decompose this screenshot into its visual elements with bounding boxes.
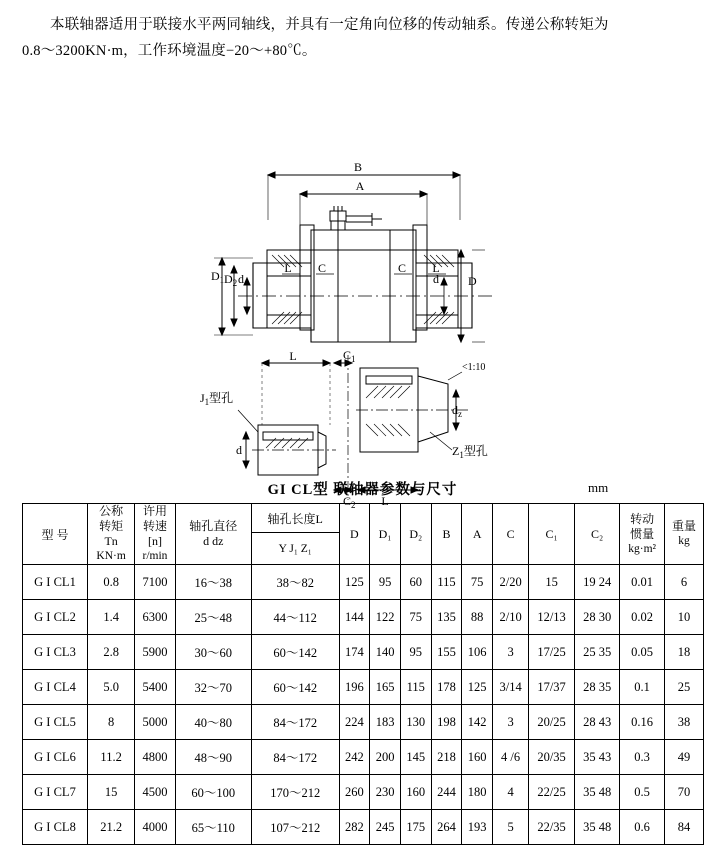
cell-bore-length: 84～172: [251, 740, 339, 775]
cell-C2: 35 48: [575, 810, 620, 845]
dim-label-D2: $D_2$: [224, 272, 238, 288]
cell-torque: 1.4: [88, 600, 135, 635]
cell-D2: 60: [400, 565, 431, 600]
cell-weight: 84: [664, 810, 703, 845]
cell-B: 115: [431, 565, 462, 600]
cell-bore-length: 60～142: [251, 670, 339, 705]
table-header-row-1: [23, 504, 704, 533]
table-row: [23, 600, 704, 635]
cell-B: 218: [431, 740, 462, 775]
dim-label-d-right: d: [433, 272, 439, 286]
table-unit-label: mm: [588, 480, 609, 495]
th-inertia: [620, 504, 665, 565]
th-weight-l2: kg: [678, 535, 690, 547]
th-speed-l2: 转速: [142, 519, 167, 533]
cell-D2: 95: [400, 635, 431, 670]
dim-label-C-right: C: [397, 261, 407, 275]
cell-B: 135: [431, 600, 462, 635]
th-C: C: [493, 504, 529, 565]
cell-speed: 4800: [135, 740, 175, 775]
cell-inertia: 0.5: [620, 775, 665, 810]
cell-D2: 145: [400, 740, 431, 775]
cell-bore-length: 44～112: [251, 600, 339, 635]
cell-A: 106: [462, 635, 493, 670]
th-speed-l1: 许用: [142, 504, 167, 518]
th-inertia-l2: 惯量: [630, 526, 655, 541]
th-D1: D₁: [370, 504, 401, 565]
intro-line-2: 0.8～3200KN·m，工作环境温度−20～+80℃。: [22, 43, 317, 59]
cell-weight: 25: [664, 670, 703, 705]
cell-B: 155: [431, 635, 462, 670]
cell-torque: 5.0: [88, 670, 135, 705]
cell-bore-length: 60～142: [251, 635, 339, 670]
dim-label-A: A: [355, 179, 365, 193]
label-J1-hole: $J_1$型孔: [200, 391, 234, 407]
cell-D1: 165: [370, 670, 401, 705]
th-D: D: [339, 504, 370, 565]
cell-bore-length: 107～212: [251, 810, 339, 845]
table-header: [23, 504, 704, 565]
cell-C: 2/20: [493, 565, 529, 600]
cell-A: 193: [462, 810, 493, 845]
cell-C1: 20/35: [529, 740, 575, 775]
th-torque-l2: 转矩: [99, 519, 124, 533]
dim-label-dz: $d_z$: [452, 403, 462, 419]
cell-D: 224: [339, 705, 370, 740]
cell-D2: 75: [400, 600, 431, 635]
cell-model: G I CL3: [23, 635, 88, 670]
cell-torque: 15: [88, 775, 135, 810]
cell-C1: 17/37: [529, 670, 575, 705]
table-row: [23, 810, 704, 845]
cell-D2: 160: [400, 775, 431, 810]
th-torque-l4: KN·m: [96, 550, 126, 562]
cell-D2: 130: [400, 705, 431, 740]
cell-weight: 49: [664, 740, 703, 775]
cell-torque: 21.2: [88, 810, 135, 845]
cell-inertia: 0.1: [620, 670, 665, 705]
cell-D2: 115: [400, 670, 431, 705]
cell-torque: 11.2: [88, 740, 135, 775]
cell-bore-diameter: 16～38: [175, 565, 251, 600]
cell-C2: 28 35: [575, 670, 620, 705]
cell-A: 180: [462, 775, 493, 810]
cell-D1: 245: [370, 810, 401, 845]
th-bore-diameter: [175, 504, 251, 565]
cell-inertia: 0.6: [620, 810, 665, 845]
dim-label-D: D: [468, 274, 477, 288]
th-speed: [135, 504, 175, 565]
cell-speed: 5900: [135, 635, 175, 670]
cell-C: 2/10: [493, 600, 529, 635]
th-inertia-l3: kg·m²: [628, 542, 656, 555]
cell-A: 75: [462, 565, 493, 600]
cell-C: 3: [493, 635, 529, 670]
cell-bore-diameter: 32～70: [175, 670, 251, 705]
table-row: [23, 670, 704, 705]
cell-D1: 95: [370, 565, 401, 600]
dim-label-C1: $C_1$: [343, 348, 356, 364]
cell-inertia: 0.05: [620, 635, 665, 670]
cell-bore-diameter: 60～100: [175, 775, 251, 810]
cell-bore-diameter: 65～110: [175, 810, 251, 845]
th-weight-l1: 重量: [671, 519, 696, 533]
table-row: [23, 705, 704, 740]
cell-model: G I CL7: [23, 775, 88, 810]
th-bore-length-types: Y J₁ Z₁: [251, 533, 339, 565]
cell-bore-diameter: 48～90: [175, 740, 251, 775]
cell-D1: 200: [370, 740, 401, 775]
cell-speed: 5000: [135, 705, 175, 740]
cell-speed: 7100: [135, 565, 175, 600]
th-bore-diameter-l1: 轴孔直径: [189, 519, 238, 533]
cell-A: 160: [462, 740, 493, 775]
cell-speed: 5400: [135, 670, 175, 705]
cell-D: 125: [339, 565, 370, 600]
dim-label-L-lower: L: [289, 349, 297, 363]
th-A: A: [462, 504, 493, 565]
table-body: [23, 565, 704, 845]
cell-D: 196: [339, 670, 370, 705]
cell-C: 4 /6: [493, 740, 529, 775]
cell-C1: 15: [529, 565, 575, 600]
th-weight: [664, 504, 703, 565]
cell-model: G I CL2: [23, 600, 88, 635]
table-row: [23, 740, 704, 775]
cell-D: 242: [339, 740, 370, 775]
cell-C: 4: [493, 775, 529, 810]
cell-bore-diameter: 30～60: [175, 635, 251, 670]
cell-inertia: 0.3: [620, 740, 665, 775]
cell-inertia: 0.01: [620, 565, 665, 600]
cell-B: 178: [431, 670, 462, 705]
th-speed-l4: r/min: [142, 550, 168, 562]
cell-C2: 19 24: [575, 565, 620, 600]
th-inertia-l1: 转动: [630, 511, 655, 526]
cell-C: 5: [493, 810, 529, 845]
cell-A: 125: [462, 670, 493, 705]
cell-weight: 38: [664, 705, 703, 740]
cell-torque: 0.8: [88, 565, 135, 600]
dim-label-B: B: [353, 160, 363, 174]
intro-line-1: 本联轴器适用于联接水平两同轴线，并具有一定角向位移的传动轴系。传递公称转矩为: [50, 17, 609, 33]
cell-C2: 28 30: [575, 600, 620, 635]
cell-C2: 25 35: [575, 635, 620, 670]
th-C1: C₁: [529, 504, 575, 565]
cell-B: 244: [431, 775, 462, 810]
dim-label-D1: $D_1$: [211, 269, 225, 285]
table-row: [23, 565, 704, 600]
th-bore-diameter-l2: d dz: [203, 534, 224, 548]
dim-label-C-left: C: [317, 261, 327, 275]
cell-C1: 22/25: [529, 775, 575, 810]
dim-label-C2: $C_2$: [343, 494, 356, 510]
th-speed-l3: [n]: [147, 534, 162, 548]
cell-model: G I CL4: [23, 670, 88, 705]
cell-C2: 28 43: [575, 705, 620, 740]
cell-C2: 35 48: [575, 775, 620, 810]
dim-label-L-right: L: [432, 261, 440, 275]
cell-A: 88: [462, 600, 493, 635]
cell-inertia: 0.02: [620, 600, 665, 635]
cell-weight: 70: [664, 775, 703, 810]
cell-weight: 18: [664, 635, 703, 670]
cell-inertia: 0.16: [620, 705, 665, 740]
cell-torque: 2.8: [88, 635, 135, 670]
cell-B: 198: [431, 705, 462, 740]
cell-C: 3: [493, 705, 529, 740]
cell-D: 174: [339, 635, 370, 670]
cell-model: G I CL8: [23, 810, 88, 845]
coupling-parameter-table: [22, 503, 704, 845]
cell-speed: 6300: [135, 600, 175, 635]
dim-label-L-left: L: [284, 261, 292, 275]
th-D2: D₂: [400, 504, 431, 565]
cell-D1: 183: [370, 705, 401, 740]
cell-D2: 175: [400, 810, 431, 845]
dim-label-L-bottom: L: [381, 494, 389, 508]
cell-model: G I CL5: [23, 705, 88, 740]
th-bore-length: 轴孔长度L: [251, 504, 339, 533]
th-C2: C₂: [575, 504, 620, 565]
cell-bore-diameter: 25～48: [175, 600, 251, 635]
cell-C1: 17/25: [529, 635, 575, 670]
cell-C2: 35 43: [575, 740, 620, 775]
th-torque-l1: 公称: [99, 504, 124, 518]
cell-bore-length: 84～172: [251, 705, 339, 740]
cell-D: 144: [339, 600, 370, 635]
cell-B: 264: [431, 810, 462, 845]
cell-bore-diameter: 40～80: [175, 705, 251, 740]
dim-label-taper: <1:10: [462, 362, 486, 373]
th-model: 型 号: [23, 504, 88, 565]
table-row: [23, 635, 704, 670]
cell-bore-length: 170～212: [251, 775, 339, 810]
cell-speed: 4000: [135, 810, 175, 845]
cell-bore-length: 38～82: [251, 565, 339, 600]
dim-label-d-lower: d: [236, 443, 242, 457]
cell-weight: 6: [664, 565, 703, 600]
cell-D: 282: [339, 810, 370, 845]
label-Z1-hole: $Z_1$型孔: [452, 444, 488, 460]
cell-D1: 230: [370, 775, 401, 810]
cell-D1: 140: [370, 635, 401, 670]
cell-C1: 20/25: [529, 705, 575, 740]
table-row: [23, 775, 704, 810]
cell-C1: 12/13: [529, 600, 575, 635]
dim-label-d-left: d: [238, 272, 244, 286]
intro-paragraph: [22, 12, 708, 64]
cell-speed: 4500: [135, 775, 175, 810]
cell-D: 260: [339, 775, 370, 810]
cell-weight: 10: [664, 600, 703, 635]
cell-model: G I CL1: [23, 565, 88, 600]
th-B: B: [431, 504, 462, 565]
th-torque: [88, 504, 135, 565]
cell-C: 3/14: [493, 670, 529, 705]
cell-D1: 122: [370, 600, 401, 635]
cell-A: 142: [462, 705, 493, 740]
cell-C1: 22/35: [529, 810, 575, 845]
cell-torque: 8: [88, 705, 135, 740]
th-torque-l3: Tn: [104, 534, 118, 548]
cell-model: G I CL6: [23, 740, 88, 775]
table-caption: GI CL型 联轴器参数与尺寸: [267, 482, 458, 498]
